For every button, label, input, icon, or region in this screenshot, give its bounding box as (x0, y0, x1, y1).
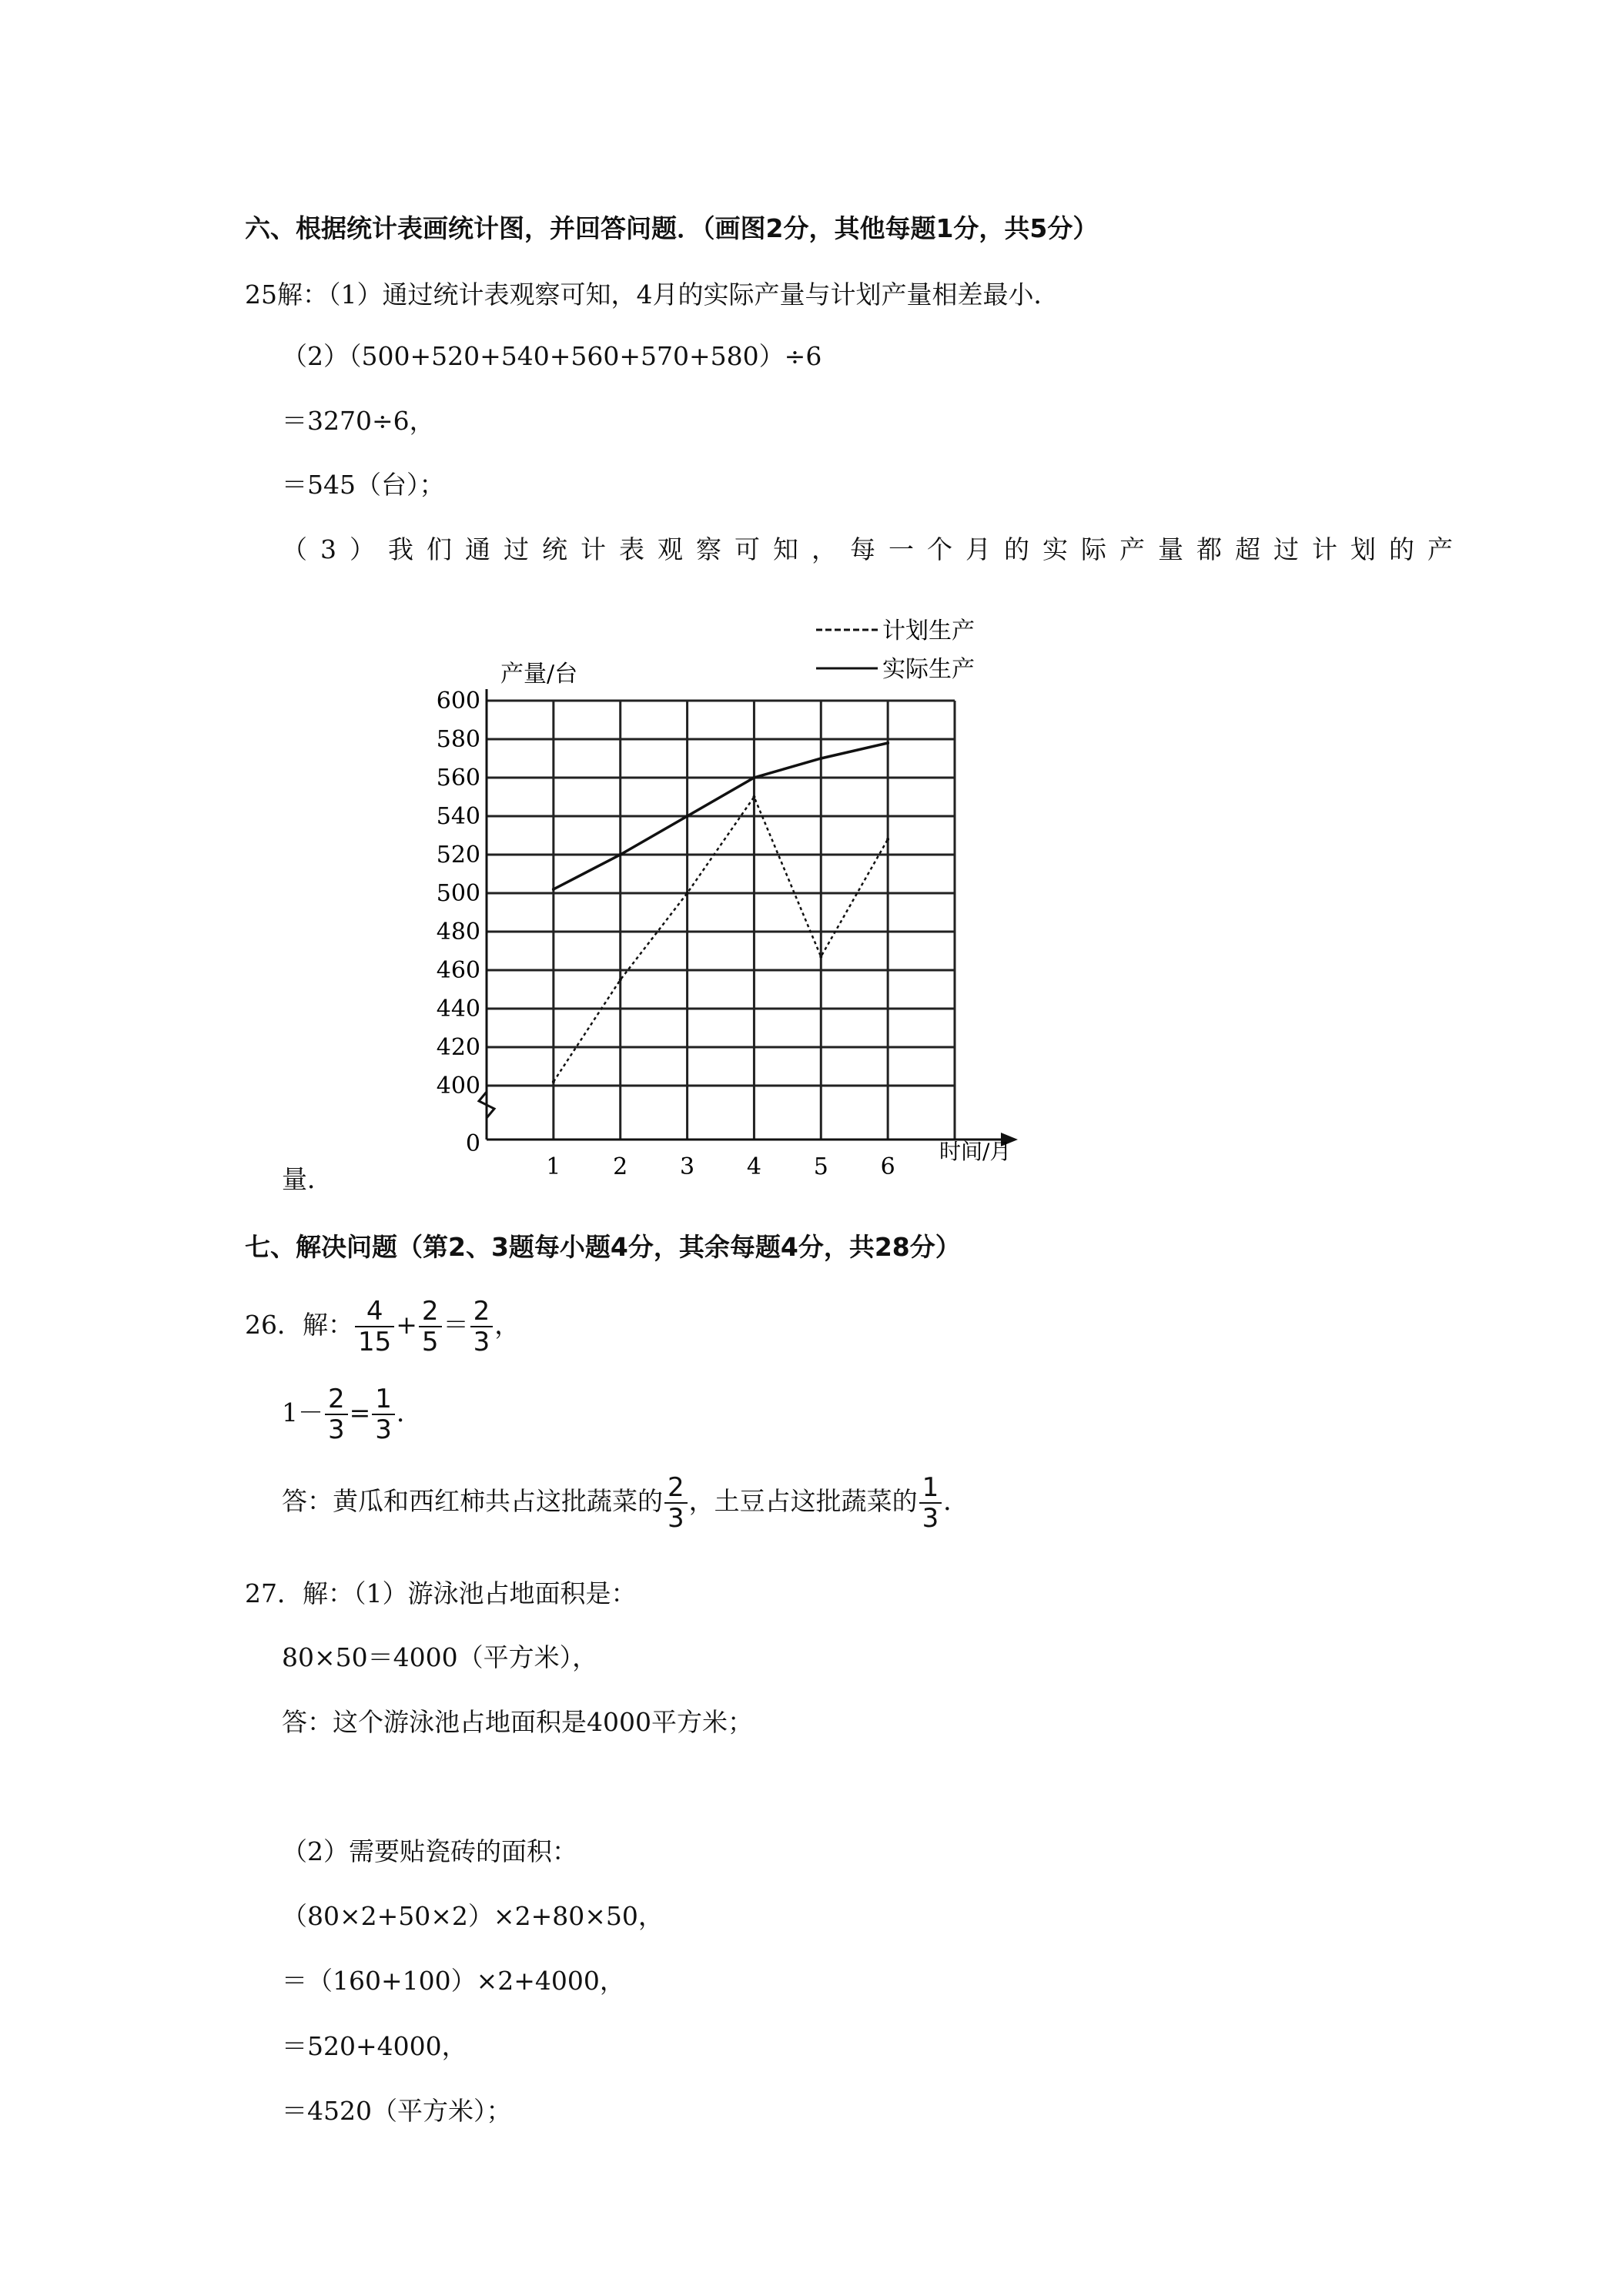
y-tick-label: 0 (465, 1130, 480, 1157)
q27-line4: （2）需要贴瓷砖的面积： (282, 1836, 577, 1866)
data-point (686, 892, 689, 895)
y-tick-label: 580 (436, 726, 480, 753)
x-axis-label: 时间/月 (939, 1139, 1012, 1164)
q26-line1: 26．解： $\frac{4}{15}$ + $\frac{2}{5}$ ＝ $\frac{2}{3}$ ， (245, 1296, 520, 1357)
x-tick-label: 5 (813, 1153, 828, 1180)
q27-line1: 27．解：（1）游泳池占地面积是： (245, 1578, 637, 1608)
y-tick-label: 520 (436, 842, 480, 869)
q26-label: 26．解： (245, 1310, 353, 1340)
q27-line2: 80×50＝4000（平方米）， (282, 1642, 598, 1672)
x-tick-label: 3 (680, 1153, 695, 1180)
data-point (619, 979, 622, 982)
data-point (686, 815, 689, 818)
chart-legend (816, 618, 975, 683)
q27-line3: 答：这个游泳池占地面积是4000平方米； (282, 1707, 753, 1737)
data-point (552, 888, 555, 891)
data-point (819, 757, 822, 760)
fraction-1-3: $\frac{1}{3}$ (372, 1384, 395, 1444)
q26-line2: 1－ $\frac{2}{3}$ = $\frac{1}{3}$ ． (282, 1384, 422, 1445)
legend-label: 计划生产 (882, 618, 975, 644)
y-tick-label: 420 (436, 1034, 480, 1061)
x-tick-label: 6 (880, 1153, 895, 1180)
data-point (819, 956, 822, 959)
q26-answer: 答：黄瓜和西红柿共占这批蔬菜的 $\frac{2}{3}$ ，土豆占这批蔬菜的 $\frac{1}{3}$ ． (282, 1472, 969, 1534)
data-point (552, 1080, 555, 1083)
chart-series (552, 741, 889, 1083)
fraction-2-3: $\frac{2}{3}$ (470, 1297, 494, 1357)
x-tick-label: 1 (546, 1153, 561, 1180)
q25-line1: 25解：（1）通过统计表观察可知，4月的实际产量与计划产量相差最小． (245, 279, 1059, 310)
x-tick-label: 2 (613, 1153, 628, 1180)
plan-series-line (554, 797, 888, 1082)
q27-line5: （80×2+50×2）×2+80×50， (282, 1901, 664, 1931)
section7-heading: 七、解决问题（第2、3题每小题4分，其余每题4分，共28分） (245, 1232, 961, 1262)
q25-line6: 量． (282, 1164, 333, 1194)
y-tick-label: 560 (436, 765, 480, 792)
q25-line4: ＝545（台）； (282, 470, 445, 500)
y-tick-label: 540 (436, 803, 480, 830)
q27-line8: ＝4520（平方米）； (282, 2096, 512, 2126)
chart-grid (487, 701, 955, 1140)
section6-heading: 六、根据统计表画统计图，并回答问题．（画图2分，其他每题1分，共5分） (245, 213, 1099, 243)
data-point (752, 795, 755, 798)
y-axis-label: 产量/台 (500, 661, 578, 688)
x-tick-labels (546, 1153, 895, 1180)
answer-fraction-1-3: $\frac{1}{3}$ (919, 1473, 942, 1533)
q25-line2: （2）（500+520+540+560+570+580）÷6 (282, 341, 822, 371)
y-tick-label: 400 (436, 1073, 480, 1099)
legend-label: 实际生产 (882, 656, 975, 683)
data-point (752, 776, 755, 779)
y-tick-labels (437, 688, 480, 1157)
x-tick-label: 4 (746, 1153, 761, 1180)
y-tick-label: 600 (436, 688, 480, 715)
fraction-4-15: $\frac{4}{15}$ (355, 1297, 394, 1357)
fraction-2-5: $\frac{2}{5}$ (419, 1297, 442, 1357)
q27-line7: ＝520+4000， (282, 2031, 467, 2061)
y-tick-label: 500 (436, 880, 480, 907)
y-tick-label: 440 (436, 996, 480, 1022)
y-tick-label: 460 (436, 957, 480, 984)
q25-line3: ＝3270÷6， (282, 406, 435, 436)
q25-line5: （3）我们通过统计表观察可知，每一个月的实际产量都超过计划的产 (282, 534, 1466, 564)
y-tick-label: 480 (436, 919, 480, 946)
data-point (886, 741, 889, 745)
q27-line6: ＝（160+100）×2+4000， (282, 1966, 625, 1996)
chart-axes (479, 689, 1018, 1146)
production-line-chart (436, 608, 1047, 1180)
data-point (619, 853, 622, 856)
data-point (886, 838, 889, 841)
fraction-2-3-b: $\frac{2}{3}$ (325, 1384, 348, 1444)
answer-fraction-2-3: $\frac{2}{3}$ (664, 1473, 688, 1533)
